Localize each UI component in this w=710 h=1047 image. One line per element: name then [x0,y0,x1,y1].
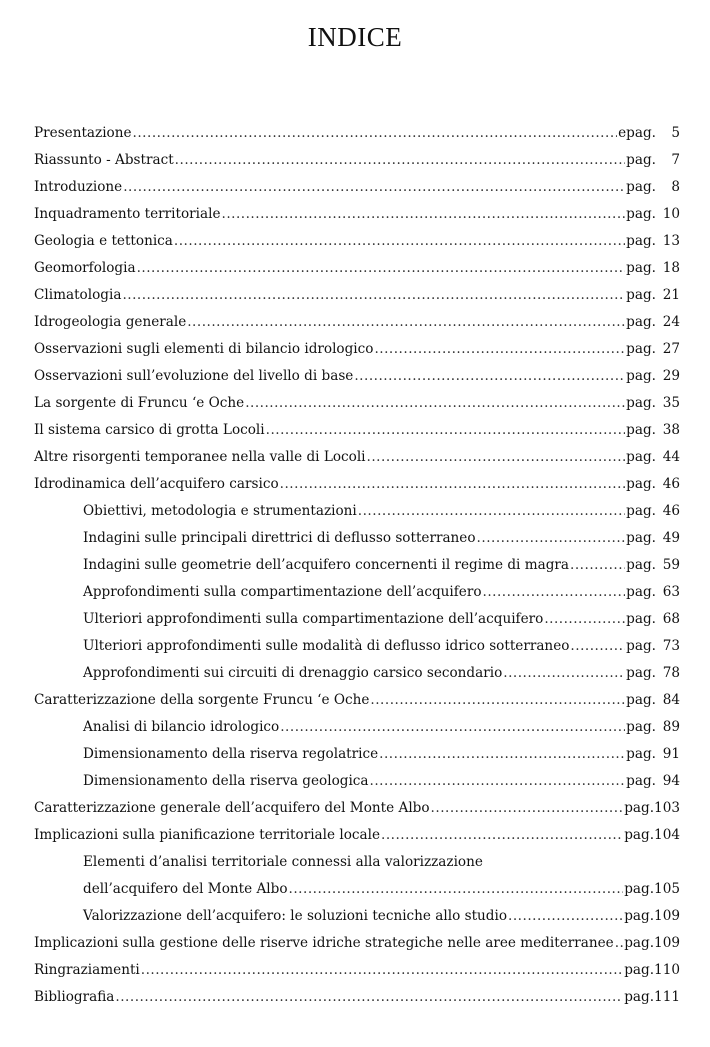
toc-entry-page: pag. 59 [626,557,680,573]
dot-leader [544,611,625,627]
toc-entry-page: pag. 91 [626,746,680,762]
toc-entry-page: pag. 29 [626,368,680,384]
toc-subentry-line[interactable] [34,854,680,881]
toc-entry[interactable] [34,314,680,341]
toc-entry[interactable] [34,827,680,854]
toc-subentry[interactable] [34,881,680,908]
toc-entry-page: pag. 94 [626,773,680,789]
toc-entry-title: Analisi di bilancio idrologico [83,719,280,735]
dot-leader [370,692,625,708]
toc-entry[interactable] [34,341,680,368]
toc-entry-title: Indagini sulle geometrie dell’acquifero concernenti il regime di magra [83,557,570,573]
dot-leader [570,638,625,654]
toc-entry-title: Idrogeologia generale [34,314,187,330]
toc-entry-page: pag. 10 [626,206,680,222]
toc-entry-page: pag. 8 [626,179,680,195]
dot-leader [289,881,624,897]
dot-leader [370,773,626,789]
toc-entry-title: Bibliografia [34,989,115,1005]
toc-entry-title: Approfondimenti sulla compartimentazione dell’acquifero [83,584,482,600]
toc-entry-page: pag. 27 [626,341,680,357]
toc-subentry[interactable] [34,665,680,692]
dot-leader [367,449,626,465]
toc-entry[interactable] [34,935,680,962]
toc-entry-title: Elementi d’analisi territoriale connessi alla valorizzazione [83,854,483,870]
dot-leader [280,719,625,735]
toc-entry[interactable] [34,125,680,152]
dot-leader [431,800,624,816]
toc-entry-title: Geomorfologia [34,260,136,276]
toc-entry-page: pag. 73 [626,638,680,654]
page-title: INDICE [307,22,403,52]
toc-subentry[interactable] [34,746,680,773]
toc-subentry[interactable] [34,611,680,638]
toc-entry-page: pag. 24 [626,314,680,330]
toc-entry-page: pag. 38 [626,422,680,438]
dot-leader [115,989,623,1005]
toc-entry[interactable] [34,233,680,260]
dot-leader [483,584,626,600]
toc-entry-page: pag.111 [624,989,680,1005]
toc-entry-title: Altre risorgenti temporanee nella valle di Locoli [34,449,366,465]
dot-leader [137,260,626,276]
dot-leader [503,665,625,681]
toc-entry-page: pag.109 [624,935,680,951]
toc-entry[interactable] [34,260,680,287]
toc-subentry[interactable] [34,530,680,557]
toc-entry-title: Dimensionamento della riserva regolatrice [83,746,379,762]
toc-entry-page: pag. 68 [626,611,680,627]
dot-leader [175,152,625,168]
table-of-contents [34,125,680,1016]
toc-entry-page: pag. 18 [626,260,680,276]
toc-entry-title: La sorgente di Fruncu ‘e Oche [34,395,245,411]
toc-entry-title: Osservazioni sull’evoluzione del livello di base [34,368,354,384]
dot-leader [615,935,624,951]
toc-entry-page: pag. 46 [626,476,680,492]
toc-entry-page: pag. 44 [626,449,680,465]
toc-entry[interactable] [34,287,680,314]
toc-entry-page: epag. 5 [618,125,680,141]
toc-entry-page: pag.103 [624,800,680,816]
dot-leader [508,908,623,924]
dot-leader [570,557,625,573]
toc-subentry[interactable] [34,584,680,611]
toc-entry-page: pag. 35 [626,395,680,411]
dot-leader [187,314,625,330]
toc-entry-title: Il sistema carsico di grotta Locoli [34,422,265,438]
dot-leader [141,962,623,978]
dot-leader [245,395,625,411]
toc-entry-page: pag. 46 [626,503,680,519]
dot-leader [266,422,626,438]
toc-entry[interactable] [34,206,680,233]
toc-subentry[interactable] [34,908,680,935]
toc-entry-title: Ringraziamenti [34,962,140,978]
toc-entry-title: Climatologia [34,287,122,303]
toc-entry-page: pag. 49 [626,530,680,546]
toc-subentry[interactable] [34,638,680,665]
toc-entry-title: Indagini sulle principali direttrici di deflusso sotterraneo [83,530,476,546]
dot-leader [123,179,625,195]
toc-entry[interactable] [34,962,680,989]
toc-entry-title: Presentazione [34,125,132,141]
toc-entry-page: pag. 63 [626,584,680,600]
toc-entry-title: Introduzione [34,179,123,195]
toc-entry-page: pag.104 [624,827,680,843]
toc-entry-title: Valorizzazione dell’acquifero: le soluzioni tecniche allo studio [83,908,508,924]
dot-leader [381,827,623,843]
toc-entry-page: pag. 78 [626,665,680,681]
toc-entry-page: pag. 84 [626,692,680,708]
toc-entry[interactable] [34,800,680,827]
dot-leader [379,746,625,762]
toc-entry-title: Implicazioni sulla pianificazione territoriale locale [34,827,381,843]
toc-entry-title: Ulteriori approfondimenti sulla compartimentazione dell’acquifero [83,611,544,627]
dot-leader [354,368,625,384]
dot-leader [477,530,626,546]
toc-entry[interactable] [34,989,680,1016]
toc-subentry[interactable] [34,503,680,530]
toc-entry-title: Riassunto - Abstract [34,152,174,168]
dot-leader [358,503,625,519]
toc-entry-page: pag. 21 [626,287,680,303]
dot-leader [122,287,625,303]
toc-entry-title: Dimensionamento della riserva geologica [83,773,369,789]
toc-entry[interactable] [34,449,680,476]
toc-entry-page: pag. 89 [626,719,680,735]
toc-entry[interactable] [34,179,680,206]
toc-entry-title: Caratterizzazione generale dell’acquifero del Monte Albo [34,800,430,816]
toc-entry-title: Inquadramento territoriale [34,206,221,222]
dot-leader [174,233,625,249]
toc-subentry[interactable] [34,773,680,800]
toc-entry-page: pag.105 [624,881,680,897]
toc-entry-title: Geologia e tettonica [34,233,173,249]
toc-entry-title: Osservazioni sugli elementi di bilancio idrologico [34,341,374,357]
dot-leader [280,476,626,492]
toc-entry[interactable] [34,422,680,449]
toc-entry-title: Ulteriori approfondimenti sulle modalità di deflusso idrico sotterraneo [83,638,570,654]
toc-entry-page: pag.110 [624,962,680,978]
toc-entry-page: pag. 13 [626,233,680,249]
toc-entry[interactable] [34,476,680,503]
toc-entry[interactable] [34,368,680,395]
toc-subentry[interactable] [34,557,680,584]
dot-leader [374,341,625,357]
toc-entry-title: Idrodinamica dell’acquifero carsico [34,476,279,492]
toc-entry-page: pag.109 [624,908,680,924]
toc-entry-title: dell’acquifero del Monte Albo [83,881,288,897]
toc-entry-page: pag. 7 [626,152,680,168]
toc-entry-title: Caratterizzazione della sorgente Fruncu ‘e Oche [34,692,370,708]
toc-entry[interactable] [34,692,680,719]
toc-entry-title: Approfondimenti sui circuiti di drenaggio carsico secondario [83,665,503,681]
toc-subentry[interactable] [34,719,680,746]
toc-entry-title: Implicazioni sulla gestione delle riserve idriche strategiche nelle aree mediterranee [34,935,614,951]
dot-leader [133,125,618,141]
toc-entry-title: Obiettivi, metodologia e strumentazioni [83,503,357,519]
toc-entry[interactable] [34,152,680,179]
toc-entry[interactable] [34,395,680,422]
dot-leader [222,206,626,222]
